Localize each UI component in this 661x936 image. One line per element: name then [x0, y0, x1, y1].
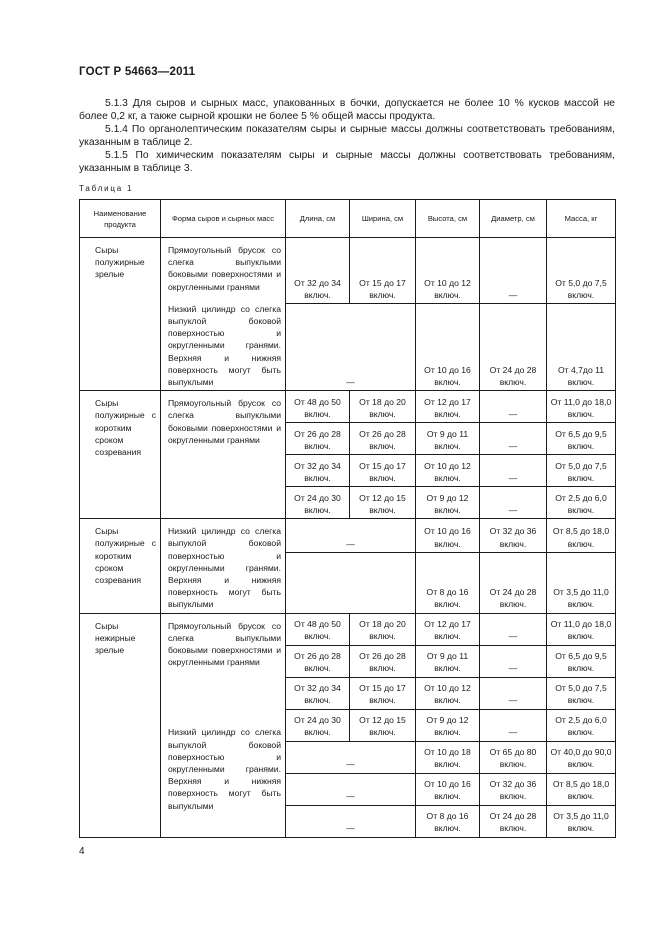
- cell-diameter: —: [480, 709, 547, 741]
- form-description: Низкий цилиндр со слегка выпуклой боковой поверхностью и округленными гранями. Верхняя и нижняя поверхность могут быть выпуклыми: [168, 526, 281, 610]
- product-name: Сыры полужирные с коротким сроком созревания: [80, 519, 161, 613]
- paragraph-5-1-3: 5.1.3 Для сыров и сырных масс, упакованных в бочки, допускается не более 10 % кусков массой не более 0,2 кг, а также сырной крошки не более 5 % общей массы продукта.: [79, 98, 615, 123]
- cell-diameter: —: [480, 613, 547, 645]
- table-caption: Таблица 1: [79, 184, 134, 193]
- cell-diameter: —: [480, 645, 547, 677]
- cell-height: От 9 до 12 включ.: [416, 709, 480, 741]
- cell-diameter: От 32 до 36 включ.: [480, 519, 547, 553]
- form-description: Прямоугольный брусок со слегка выпуклыми боковыми поверхностями и округленными гранями: [168, 398, 281, 445]
- cell-length-width: —: [286, 805, 416, 837]
- cell-height: От 9 до 11 включ.: [416, 645, 480, 677]
- product-dimensions-table: [79, 199, 616, 838]
- cell-width: От 15 до 17 включ.: [350, 455, 416, 487]
- cell-width: От 12 до 15 включ.: [350, 709, 416, 741]
- cell-mass: От 2,5 до 6,0 включ.: [547, 487, 616, 519]
- table-header-row: [80, 200, 616, 238]
- table-row: [80, 238, 616, 304]
- page-number: 4: [79, 846, 85, 857]
- form-description: Низкий цилиндр со слегка выпуклой боковой поверхностью и округленными гранями. Верхняя и нижняя поверхность могут быть выпуклыми: [168, 303, 281, 388]
- header-width: Ширина, см: [350, 200, 416, 238]
- cell-length: От 32 до 34 включ.: [286, 238, 350, 304]
- cell-mass: От 11,0 до 18,0 включ.: [547, 391, 616, 423]
- product-name: Сыры полужирные с коротким сроком созревания: [80, 391, 161, 519]
- cell-diameter: —: [480, 455, 547, 487]
- cell-height: От 10 до 12 включ.: [416, 677, 480, 709]
- paragraph-5-1-4: 5.1.4 По органолептическим показателям сыры и сырные массы должны соответствовать требованиям, указанным в таблице 2.: [79, 124, 615, 149]
- cell-length: От 32 до 34 включ.: [286, 677, 350, 709]
- form-description: Низкий цилиндр со слегка выпуклой боковой поверхностью и округленными гранями. Верхняя и нижняя поверхность могут быть выпуклыми: [168, 727, 281, 811]
- table-row: [80, 519, 616, 553]
- cell-length: От 48 до 50 включ.: [286, 613, 350, 645]
- cell-mass: От 5,0 до 7,5 включ.: [547, 677, 616, 709]
- cell-length: От 26 до 28 включ.: [286, 423, 350, 455]
- document-header: ГОСТ Р 54663—2011: [79, 66, 196, 78]
- header-height: Высота, см: [416, 200, 480, 238]
- cell-width: От 18 до 20 включ.: [350, 613, 416, 645]
- cell-diameter: —: [480, 238, 547, 304]
- cell-mass: От 6,5 до 9,5 включ.: [547, 645, 616, 677]
- cell-mass: От 3,5 до 11,0 включ.: [547, 552, 616, 613]
- cell-diameter: —: [480, 487, 547, 519]
- product-form: [161, 238, 286, 391]
- cell-height: От 10 до 16 включ.: [416, 773, 480, 805]
- cell-length-width: —: [286, 519, 416, 553]
- cell-height: От 9 до 11 включ.: [416, 423, 480, 455]
- cell-length-width: —: [286, 773, 416, 805]
- cell-mass: От 3,5 до 11,0 включ.: [547, 805, 616, 837]
- cell-width: От 15 до 17 включ.: [350, 677, 416, 709]
- cell-length-width: [286, 552, 416, 613]
- cell-diameter: —: [480, 423, 547, 455]
- cell-height: От 12 до 17 включ.: [416, 391, 480, 423]
- cell-height: От 9 до 12 включ.: [416, 487, 480, 519]
- form-description: Прямоугольный брусок со слегка выпуклыми боковыми поверхностями и округленными гранями: [168, 245, 281, 292]
- cell-width: От 18 до 20 включ.: [350, 391, 416, 423]
- product-form: [161, 519, 286, 613]
- cell-mass: От 6,5 до 9,5 включ.: [547, 423, 616, 455]
- paragraph-5-1-5: 5.1.5 По химическим показателям сыры и сырные массы должны соответствовать требованиям, указанным в таблице 3.: [79, 150, 615, 175]
- cell-mass: От 8,5 до 18,0 включ.: [547, 519, 616, 553]
- cell-length-width: —: [286, 303, 416, 390]
- cell-diameter: От 32 до 36 включ.: [480, 773, 547, 805]
- cell-width: От 26 до 28 включ.: [350, 423, 416, 455]
- product-name: Сыры полужирные зрелые: [80, 238, 161, 391]
- cell-diameter: От 24 до 28 включ.: [480, 805, 547, 837]
- product-name: Сыры нежирные зрелые: [80, 613, 161, 837]
- cell-height: От 8 до 16 включ.: [416, 552, 480, 613]
- cell-diameter: От 65 до 80 включ.: [480, 741, 547, 773]
- cell-mass: От 2,5 до 6,0 включ.: [547, 709, 616, 741]
- header-mass: Масса, кг: [547, 200, 616, 238]
- cell-mass: От 5,0 до 7,5 включ.: [547, 238, 616, 304]
- form-description: Прямоугольный брусок со слегка выпуклыми боковыми поверхностями и округленными гранями: [168, 620, 281, 668]
- cell-width: От 26 до 28 включ.: [350, 645, 416, 677]
- header-diameter: Диаметр, см: [480, 200, 547, 238]
- cell-height: От 8 до 16 включ.: [416, 805, 480, 837]
- cell-width: От 15 до 17 включ.: [350, 238, 416, 304]
- cell-mass: От 4,7до 11 включ.: [547, 303, 616, 390]
- cell-width: От 12 до 15 включ.: [350, 487, 416, 519]
- cell-length: От 24 до 30 включ.: [286, 487, 350, 519]
- cell-height: От 12 до 17 включ.: [416, 613, 480, 645]
- cell-height: От 10 до 18 включ.: [416, 741, 480, 773]
- cell-height: От 10 до 16 включ.: [416, 519, 480, 553]
- cell-length-width: —: [286, 741, 416, 773]
- header-name: Наименование продукта: [80, 200, 161, 238]
- cell-mass: От 5,0 до 7,5 включ.: [547, 455, 616, 487]
- cell-height: От 10 до 12 включ.: [416, 455, 480, 487]
- header-form: Форма сыров и сырных масс: [161, 200, 286, 238]
- header-length: Длина, см: [286, 200, 350, 238]
- cell-length: От 32 до 34 включ.: [286, 455, 350, 487]
- cell-length: От 26 до 28 включ.: [286, 645, 350, 677]
- cell-height: От 10 до 12 включ.: [416, 238, 480, 304]
- table-row: [80, 391, 616, 423]
- product-form: [161, 613, 286, 837]
- cell-diameter: —: [480, 391, 547, 423]
- cell-diameter: От 24 до 28 включ.: [480, 552, 547, 613]
- cell-diameter: —: [480, 677, 547, 709]
- cell-diameter: От 24 до 28 включ.: [480, 303, 547, 390]
- cell-mass: От 40,0 до 90,0 включ.: [547, 741, 616, 773]
- cell-mass: От 8,5 до 18,0 включ.: [547, 773, 616, 805]
- table-row: [80, 613, 616, 645]
- cell-mass: От 11,0 до 18,0 включ.: [547, 613, 616, 645]
- cell-height: От 10 до 16 включ.: [416, 303, 480, 390]
- product-form: [161, 391, 286, 519]
- cell-length: От 48 до 50 включ.: [286, 391, 350, 423]
- cell-length: От 24 до 30 включ.: [286, 709, 350, 741]
